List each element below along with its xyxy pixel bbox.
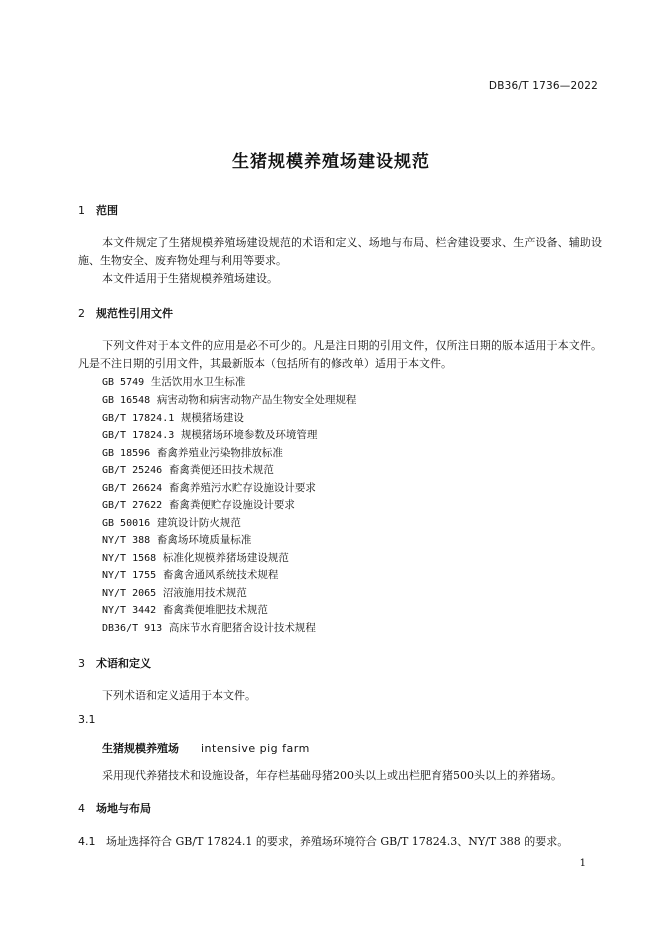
reference-code: GB/T 26624 (102, 483, 163, 494)
section-1-heading (78, 202, 118, 218)
reference-title: 畜禽养殖污水贮存设施设计要求 (168, 482, 316, 494)
section-1-paragraph-1 (78, 234, 602, 270)
section-1-paragraph-2 (78, 270, 602, 288)
reference-title: 规模猪场环境参数及环境管理 (180, 429, 318, 441)
reference-title: 畜禽养殖业污染物排放标准 (156, 447, 283, 459)
clause-text: 场址选择符合 GB/T 17824.1 的要求，养殖场环境符合 GB/T 17824.3、NY/T 388 的要求。 (106, 835, 569, 848)
document-code: DB36/T 1736—2022 (488, 80, 598, 92)
reference-code: GB/T 27622 (102, 500, 163, 511)
section-4-heading (78, 800, 151, 816)
section-number: 2 (78, 307, 85, 320)
reference-title: 建筑设计防火规范 (156, 517, 241, 529)
reference-item (102, 391, 356, 410)
term-entry (102, 740, 310, 756)
reference-title: 生活饮用水卫生标准 (150, 376, 246, 388)
reference-code: NY/T 2065 (102, 588, 157, 599)
section-number: 4 (78, 802, 85, 815)
reference-item (102, 601, 268, 620)
section-number: 1 (78, 204, 85, 217)
reference-code: GB 18596 (102, 448, 151, 459)
section-2-paragraph-1 (78, 337, 602, 373)
reference-title: 畜禽粪便堆肥技术规范 (162, 604, 268, 616)
section-3-heading (78, 655, 151, 671)
paragraph-text: 本文件适用于生猪规模养殖场建设。 (102, 272, 278, 285)
reference-title: 畜禽舍通风系统技术规程 (162, 569, 279, 581)
reference-title: 病害动物和病害动物产品生物安全处理规程 (156, 394, 357, 406)
reference-item (102, 566, 278, 585)
reference-code: GB/T 17824.3 (102, 430, 175, 441)
paragraph-text: 下列文件对于本文件的应用是必不可少的。凡是注日期的引用文件，仅所注日期的版本适用于本文件。凡是不注日期的引用文件，其最新版本（包括所有的修改单）适用于本文件。 (78, 339, 602, 370)
section-title: 范围 (96, 204, 118, 217)
term-english: intensive pig farm (201, 742, 310, 755)
term-number: 3.1 (78, 713, 96, 726)
reference-item (102, 619, 316, 638)
section-title: 规范性引用文件 (96, 307, 173, 320)
reference-item (102, 531, 251, 550)
reference-item (102, 373, 245, 392)
section-3-paragraph-1 (78, 687, 602, 705)
reference-code: GB 5749 (102, 377, 145, 388)
reference-code: NY/T 1568 (102, 553, 157, 564)
paragraph-text: 下列术语和定义适用于本文件。 (102, 689, 256, 702)
reference-code: GB/T 25246 (102, 465, 163, 476)
paragraph-text: 本文件规定了生猪规模养殖场建设规范的术语和定义、场地与布局、栏舍建设要求、生产设备、辅助设施、生物安全、废弃物处理与利用等要求。 (78, 236, 602, 267)
reference-item (102, 426, 317, 445)
reference-code: NY/T 388 (102, 535, 151, 546)
clause-number: 4.1 (78, 835, 96, 848)
reference-code: NY/T 1755 (102, 570, 157, 581)
reference-item (102, 461, 274, 480)
reference-title: 畜禽粪便贮存设施设计要求 (168, 499, 295, 511)
section-2-heading (78, 305, 173, 321)
section-number: 3 (78, 657, 85, 670)
reference-code: GB 16548 (102, 395, 151, 406)
reference-title: 标准化规模养猪场建设规范 (162, 552, 289, 564)
clause-4-1 (78, 833, 568, 849)
reference-code: DB36/T 913 (102, 623, 163, 634)
page-number: 1 (579, 858, 586, 869)
reference-code: GB/T 17824.1 (102, 413, 175, 424)
section-title: 场地与布局 (96, 802, 151, 815)
section-title: 术语和定义 (96, 657, 151, 670)
reference-title: 沼液施用技术规范 (162, 587, 247, 599)
reference-code: NY/T 3442 (102, 605, 157, 616)
term-chinese: 生猪规模养殖场 (102, 742, 179, 755)
term-definition: 采用现代养猪技术和设施设备，年存栏基础母猪200头以上或出栏肥育猪500头以上的养猪场。 (102, 769, 562, 782)
reference-title: 规模猪场建设 (180, 412, 244, 424)
page-title: 生猪规模养殖场建设规范 (232, 152, 430, 172)
reference-title: 畜禽场环境质量标准 (156, 534, 252, 546)
reference-code: GB 50016 (102, 518, 151, 529)
reference-item (102, 496, 295, 515)
reference-title: 高床节水育肥猪舍设计技术规程 (168, 622, 316, 634)
reference-title: 畜禽粪便还田技术规范 (168, 464, 274, 476)
